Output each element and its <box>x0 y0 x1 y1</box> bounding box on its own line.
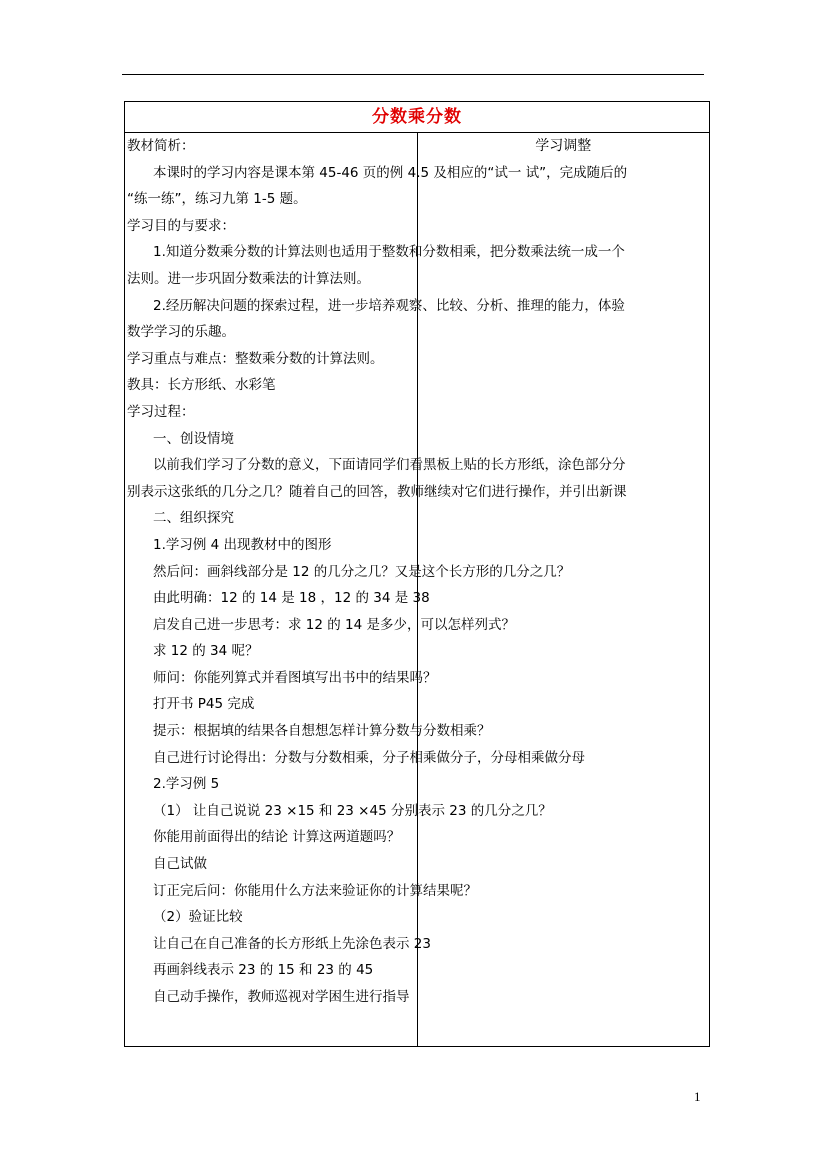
title-cell <box>125 102 710 133</box>
content-line: 本课时的学习内容是课本第 45-46 页的例 4.5 及相应的“试一 试”，完成随后的 <box>153 164 628 181</box>
content-line: 师问：你能列算式并看图填写出书中的结果吗？ <box>153 669 437 686</box>
content-line: 让自己在自己准备的长方形纸上先涂色表示 23 <box>153 935 431 952</box>
content-line: 别表示这张纸的几分之几？随着自己的回答，教师继续对它们进行操作，并引出新课 <box>127 483 627 500</box>
content-line: （1） 让自己说说 23 ×15 和 23 ×45 分别表示 23 的几分之几？ <box>153 802 552 819</box>
side-cell <box>417 133 710 1047</box>
page-number: 1 <box>694 1089 701 1104</box>
content-line: 1.学习例 4 出现教材中的图形 <box>153 536 332 553</box>
content-line: 由此明确：12 的 14 是 18 ，12 的 34 是 38 <box>153 590 430 607</box>
content-line: 再画斜线表示 23 的 15 和 23 的 45 <box>153 962 374 979</box>
content-line: 一、创设情境 <box>153 430 234 447</box>
side-label: 学习调整 <box>535 138 592 154</box>
content-line: （2）验证比较 <box>153 909 243 926</box>
content-line: 教具：长方形纸、水彩笔 <box>127 377 276 394</box>
content-line: 订正完后问：你能用什么方法来验证你的计算结果呢？ <box>153 882 477 899</box>
content-line: “练一练”，练习九第 1-5 题。 <box>127 191 307 208</box>
lesson-title: 分数乘分数 <box>372 107 462 127</box>
content-line: 你能用前面得出的结论 计算这两道题吗？ <box>153 829 401 846</box>
header-rule <box>122 74 704 75</box>
content-line: 打开书 P45 完成 <box>153 696 255 713</box>
content-line: 提示：根据填的结果各自想想怎样计算分数与分数相乘？ <box>153 723 491 740</box>
content-line: 学习重点与难点：整数乘分数的计算法则。 <box>127 350 384 367</box>
content-line: 启发自己进一步思考：求 12 的 14 是多少，可以怎样列式？ <box>153 616 516 633</box>
content-line: 学习过程： <box>127 403 195 420</box>
content-line: 1.知道分数乘分数的计算法则也适用于整数和分数相乘，把分数乘法统一成一个 <box>153 244 625 261</box>
content-line: 自己动手操作，教师巡视对学困生进行指导 <box>153 989 410 1005</box>
content-line: 数学学习的乐趣。 <box>127 324 235 341</box>
content-line: 自己试做 <box>153 856 207 873</box>
content-line: 以前我们学习了分数的意义，下面请同学们看黑板上贴的长方形纸，涂色部分分 <box>153 457 626 474</box>
content-line: 2.学习例 5 <box>153 776 220 793</box>
content-line: 然后问：画斜线部分是 12 的几分之几？又是这个长方形的几分之几？ <box>153 563 571 580</box>
content-line: 二、组织探究 <box>153 510 234 527</box>
lesson-table <box>124 101 710 1047</box>
content-line: 学习目的与要求： <box>127 217 235 234</box>
content-line: 求 12 的 34 呢？ <box>153 643 259 660</box>
content-line: 自己进行讨论得出：分数与分数相乘，分子相乘做分子，分母相乘做分母 <box>153 749 585 766</box>
content-line: 教材简析： <box>127 138 195 154</box>
content-line: 2.经历解决问题的探索过程，进一步培养观察、比较、分析、推理的能力，体验 <box>153 297 625 314</box>
content-line: 法则。进一步巩固分数乘法的计算法则。 <box>127 270 370 287</box>
